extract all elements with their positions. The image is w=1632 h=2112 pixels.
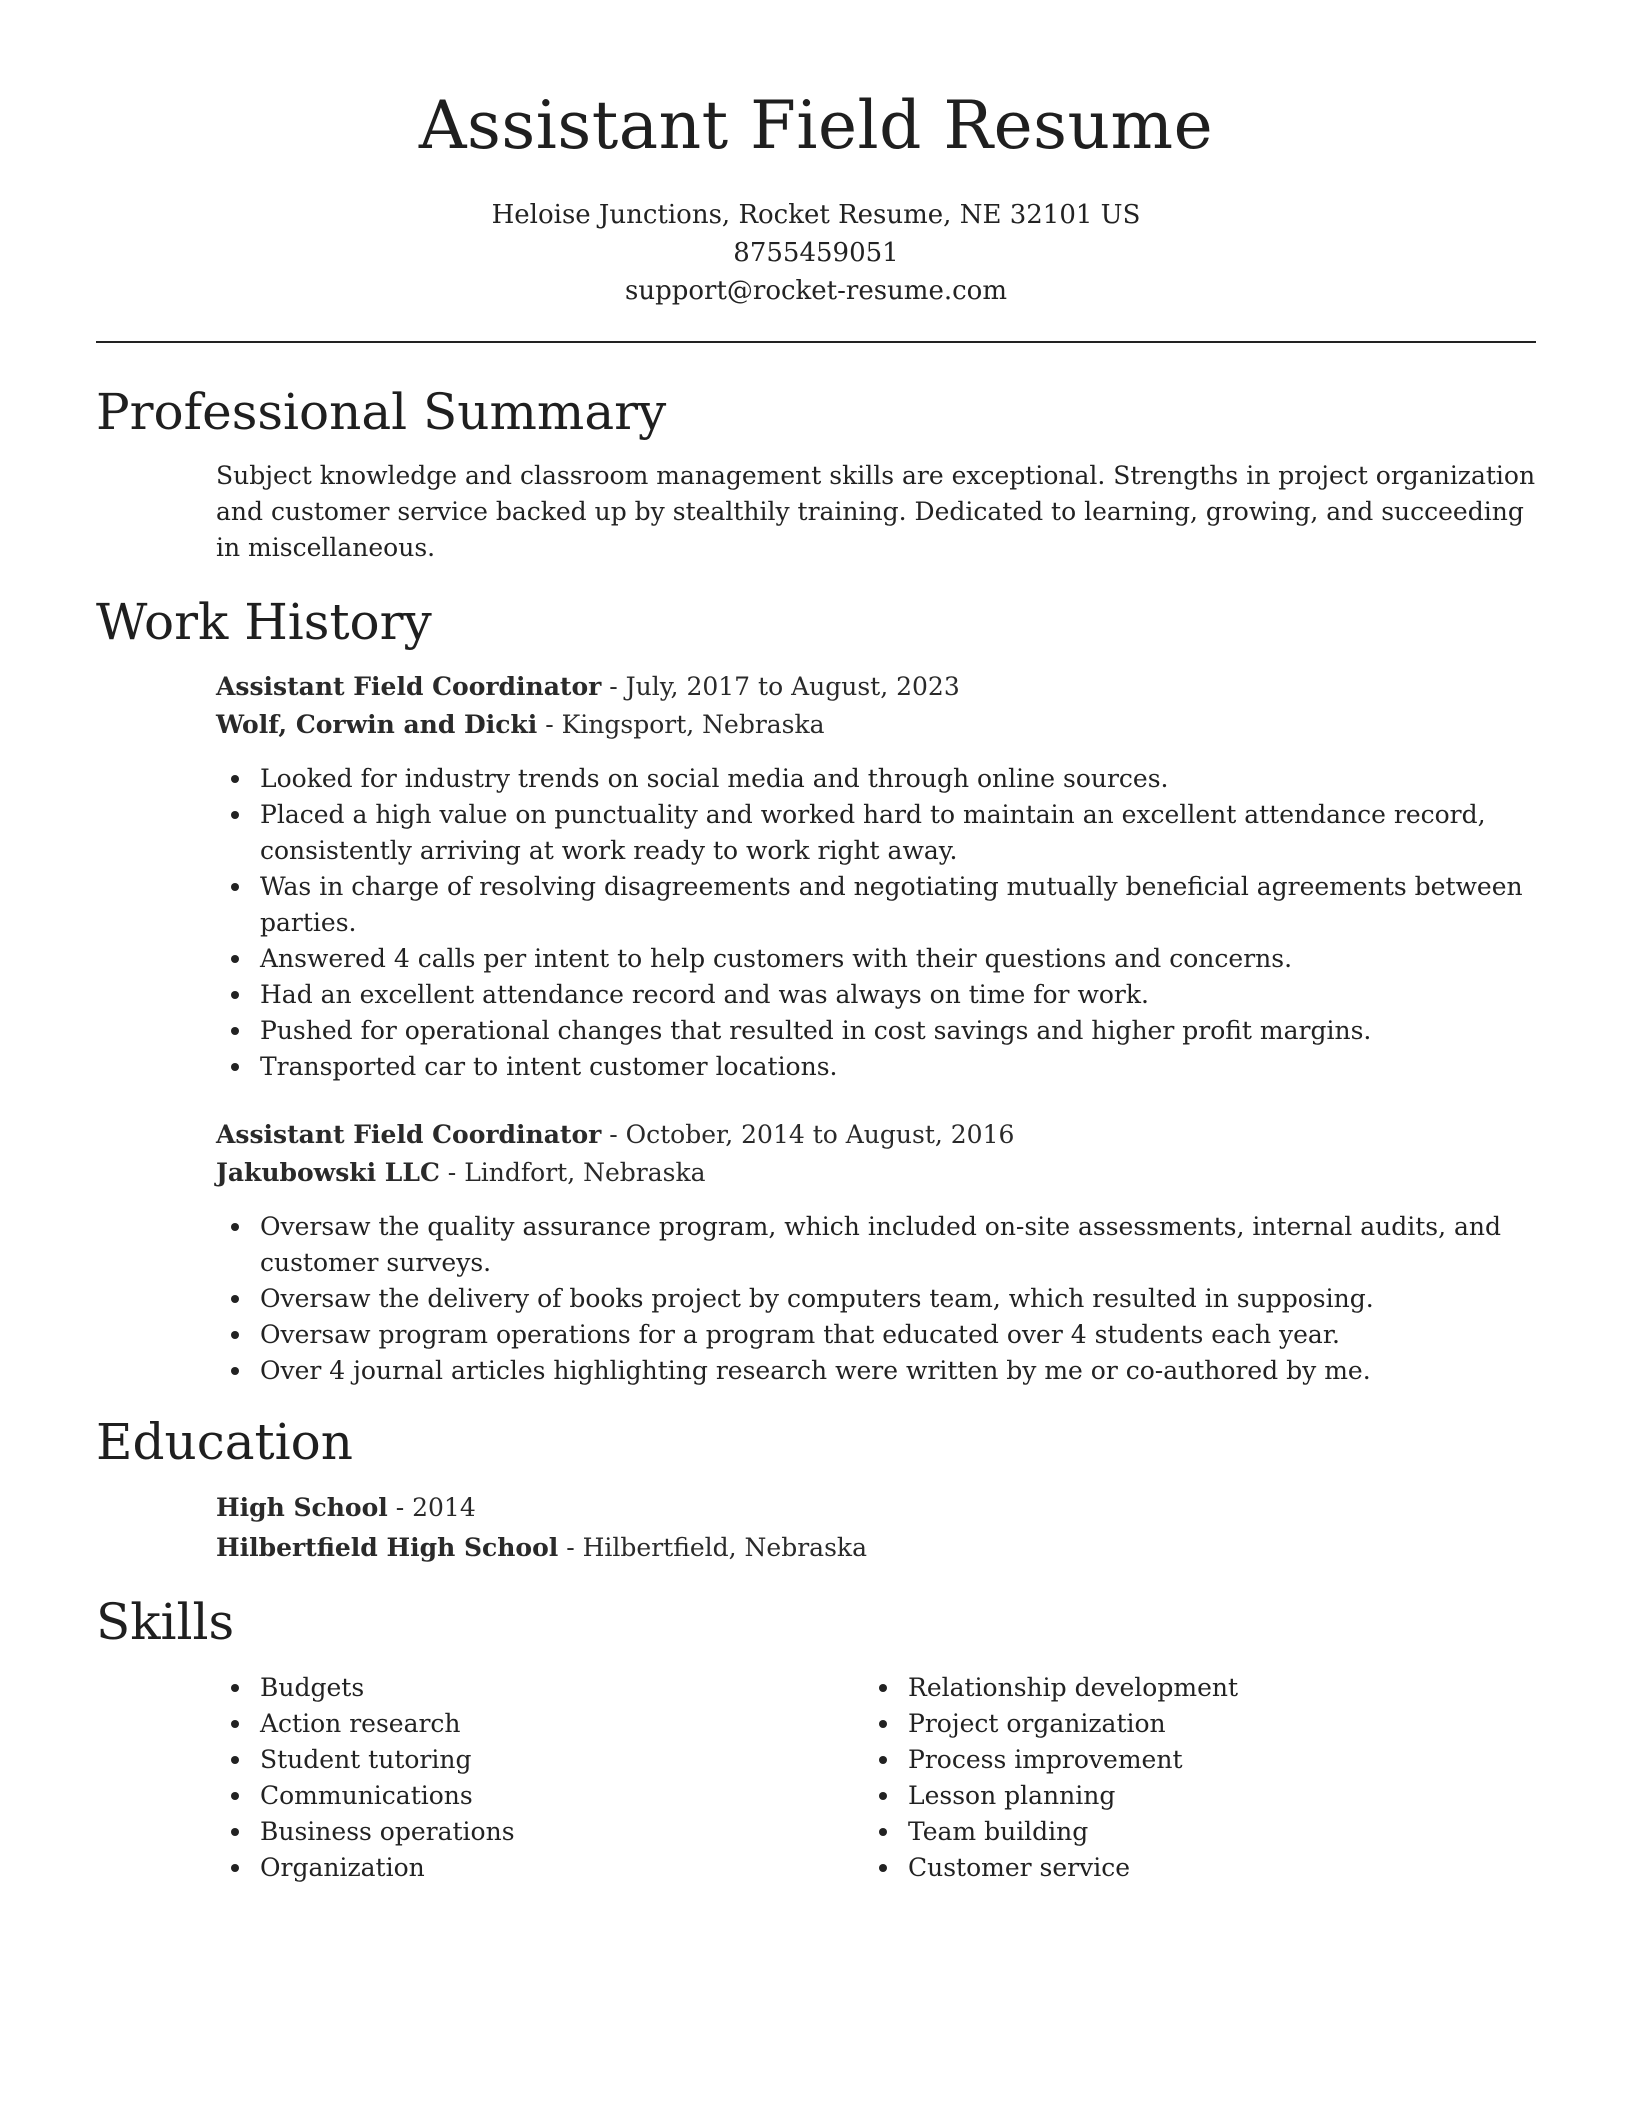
job-2-bullet-list bbox=[216, 1209, 1536, 1389]
graduation-year: - 2014 bbox=[387, 1493, 476, 1522]
list-item: Was in charge of resolving disagreements and negotiating mutually beneficial agreements between parties. bbox=[216, 869, 1536, 941]
job-role: Assistant Field Coordinator bbox=[216, 672, 602, 701]
list-item: Oversaw program operations for a program that educated over 4 students each year. bbox=[216, 1317, 1536, 1353]
skills-list-left bbox=[216, 1670, 856, 1886]
skills-list-right bbox=[864, 1670, 1504, 1886]
job-entry-1 bbox=[216, 669, 1536, 743]
resume-title: Assistant Field Resume bbox=[418, 87, 1214, 164]
phone: 8755459051 bbox=[733, 238, 899, 268]
list-item: Had an excellent attendance record and was always on time for work. bbox=[216, 977, 1536, 1013]
education-heading: Education bbox=[96, 1413, 353, 1471]
job-dates: - October, 2014 to August, 2016 bbox=[601, 1120, 1015, 1149]
school-location: - Hilbertfield, Nebraska bbox=[558, 1533, 867, 1562]
summary-heading: Professional Summary bbox=[96, 383, 667, 441]
list-item: Looked for industry trends on social media and through online sources. bbox=[216, 761, 1536, 797]
list-item: Action research bbox=[216, 1706, 856, 1742]
job-1-bullet-list bbox=[216, 761, 1536, 1085]
education-entry bbox=[216, 1490, 1536, 1566]
job-dates: - July, 2017 to August, 2023 bbox=[601, 672, 960, 701]
list-item: Relationship development bbox=[864, 1670, 1504, 1706]
resume-header bbox=[0, 0, 1632, 310]
header-divider bbox=[96, 341, 1536, 343]
job-company: Wolf, Corwin and Dicki bbox=[216, 710, 538, 739]
degree: High School bbox=[216, 1493, 388, 1522]
job-role: Assistant Field Coordinator bbox=[216, 1120, 602, 1149]
list-item: Transported car to intent customer locations. bbox=[216, 1049, 1536, 1085]
job-entry-2 bbox=[216, 1117, 1536, 1191]
email: support@rocket-resume.com bbox=[624, 276, 1007, 306]
list-item: Communications bbox=[216, 1778, 856, 1814]
job-2-bullets bbox=[216, 1209, 1536, 1389]
job-location: - Lindfort, Nebraska bbox=[439, 1158, 706, 1187]
list-item: Project organization bbox=[864, 1706, 1504, 1742]
job-title-line bbox=[216, 1117, 1536, 1153]
list-item: Organization bbox=[216, 1850, 856, 1886]
job-location: - Kingsport, Nebraska bbox=[537, 710, 825, 739]
list-item: Process improvement bbox=[864, 1742, 1504, 1778]
summary-text: Subject knowledge and classroom management skills are exceptional. Strengths in project organization and customer service backed up by stealthily training. Dedicated to learning, growing, and succeeding in miscellaneous. bbox=[216, 461, 1536, 562]
job-company-line bbox=[216, 707, 1536, 743]
list-item: Answered 4 calls per intent to help customers with their questions and concerns. bbox=[216, 941, 1536, 977]
list-item: Budgets bbox=[216, 1670, 856, 1706]
list-item: Team building bbox=[864, 1814, 1504, 1850]
list-item: Oversaw the quality assurance program, which included on-site assessments, internal audits, and customer surveys. bbox=[216, 1209, 1536, 1281]
job-title-line bbox=[216, 669, 1536, 705]
school-line bbox=[216, 1530, 1536, 1566]
list-item: Oversaw the delivery of books project by computers team, which resulted in supposing. bbox=[216, 1281, 1536, 1317]
address: Heloise Junctions, Rocket Resume, NE 32101 US bbox=[491, 200, 1141, 230]
job-1-bullets bbox=[216, 761, 1536, 1085]
job-company: Jakubowski LLC bbox=[216, 1158, 440, 1187]
list-item: Business operations bbox=[216, 1814, 856, 1850]
school-name: Hilbertfield High School bbox=[216, 1533, 559, 1562]
list-item: Pushed for operational changes that resulted in cost savings and higher profit margins. bbox=[216, 1013, 1536, 1049]
degree-line bbox=[216, 1490, 1536, 1526]
skills-column-left bbox=[216, 1670, 856, 1886]
work-history-heading: Work History bbox=[96, 593, 432, 651]
list-item: Placed a high value on punctuality and worked hard to maintain an excellent attendance record, consistently arriving at work ready to work right away. bbox=[216, 797, 1536, 869]
skills-column-right bbox=[864, 1670, 1504, 1886]
skills-heading: Skills bbox=[96, 1593, 235, 1651]
list-item: Over 4 journal articles highlighting research were written by me or co-authored by me. bbox=[216, 1353, 1536, 1389]
contact-info bbox=[0, 196, 1632, 310]
list-item: Student tutoring bbox=[216, 1742, 856, 1778]
list-item: Lesson planning bbox=[864, 1778, 1504, 1814]
list-item: Customer service bbox=[864, 1850, 1504, 1886]
job-company-line bbox=[216, 1155, 1536, 1191]
